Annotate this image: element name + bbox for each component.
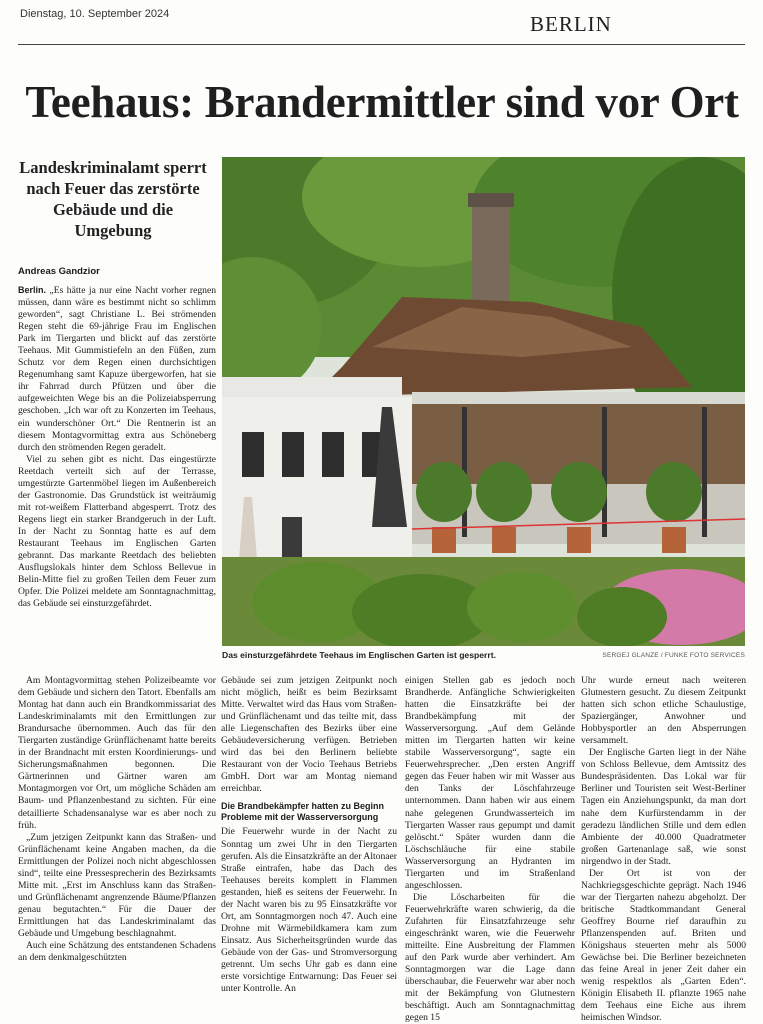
paragraph: einigen Stellen gab es jedoch noch Brandherde. Anfängliche Schwierigkeiten hatten die Einsatzkräfte bei der Brandbekämpfung mit der Wasserversorgung. „Auf dem Gelände mitten im Tiergarten hatten wir keine stabile Wasserversorgung“, sagte ein Feuerwehrsprecher. „Den ersten Angriff gegen das Feuer haben wir mit Wasser aus den Tanks der Löschfahrzeuge unternommen. Dann haben wir aus einem nahe gelegenen Grundwasserteich im Tiergarten Wasser raus gepumpt und damit gelöscht.“ Später wurden dann die Löschschläuche für eine stabile Wasserversorgung an Hydranten im Tiergarten und im Straßenland angeschlossen. — [405, 675, 575, 891]
paragraph: Viel zu sehen gibt es nicht. Das eingestürzte Reetdach verteilt sich auf der Terrasse, umgestürzte Gartenmöbel liegen im Außenbereich der Gastronomie. Das Grundstück ist weiträumig mit rot-weißem Flatterband abgesperrt. Trotz des Regens liegt ein starker Brandgeruch in der Luft. In der Nacht zu Sonntag hatte es auf dem Restaurant Teehaus im Englischen Garten gebrannt. Das markante Reetdach des beliebten Ausflugslokals hinter dem Schloss Bellevue in Belin-Mitte fiel zu großen Teilen dem Feuer zum Opfer. Die Polizei meldete am Sonntagnachmittag, das Gebäude sei einsturzgefährdet. — [18, 453, 216, 610]
paragraph: „Zum jetzigen Zeitpunkt kann das Straßen- und Grünflächenamt keine Angaben machen, da die Ermittlungen der Polizei noch nicht abgeschlossen sind“, teilte eine Pressesprecherin des Bezirksamts Mitte mit. „Erst im Anschluss kann das Straßen- und Grünflächenamt angrenzende Bäume/Pflanzen genau begutachten.“ Für die Dauer der Ermittlungen hat das Landeskriminalamt das Gebäude und Umgebung beschlagnahmt. — [18, 831, 216, 939]
article-author: Andreas Gandzior — [18, 266, 100, 277]
article-photo — [222, 157, 745, 646]
photo-caption: Das einsturzgefährdete Teehaus im Englischen Garten ist gesperrt. — [222, 650, 496, 660]
article-column-2 — [221, 675, 397, 995]
paragraph-text: „Es hätte ja nur eine Nacht vorher regnen müssen, dann wäre es bestimmt nicht so schlimm geworden“, sagt Christiane L. Bei strömenden Regen steht die 69-jährige Frau im Englischen Park im Tiergarten und blickt auf das zerstörte Teehaus. Mit Gummistiefeln an den Füßen, zum Schutz vor dem Regen einen durchsichtigen Regenumhang samt Kapuze übergeworfen, hat sie ihr Fahrrad durch Pfützen und über die aufgeweichten Wege bis an die Polizeiabsperrung geschoben. „Ich war oft zu Konzerten im Teehaus, ein wunderschöner Ort.“ Die Rentnerin ist an diesem Montagvormittag extra aus Schöneberg durch den strömenden Regen geradelt. — [18, 285, 216, 453]
paragraph: Der Ort ist von der Nachkriegsgeschichte geprägt. Nach 1946 war der Tiergarten nahezu abgeholzt. Der britische Stadtkommandant General Geoffrey Bourne rief daraufhin zu Pflanzenspenden auf. Briten und Königshaus steuerten mehr als 5000 Gewächse bei. Die Berliner bezeichneten das feine Areal in jener Zeit daher ein wenig respektlos als „Garten Eden“. Königin Elisabeth II. pflanzte 1965 nahe dem Teehaus eine Eiche aus ihrem heimischen Windsor. — [581, 867, 746, 1024]
section-subheading: Die Brandbekämpfer hatten zu Beginn Probleme mit der Wasserversorgung — [221, 801, 385, 823]
header-divider — [18, 44, 745, 45]
paragraph: Die Löscharbeiten für die Feuerwehrkräfte waren schwierig, da die Zufahrten für Einsatzfahrzeuge sehr eingeschränkt waren, wie die Feuerwehr mitteilte. Eine Ausbreitung der Flammen auf den Park wurde aber verhindert. Am Sonntagmorgen war die Lage dann überschaubar, die Feuerwehr war aber noch mit der Bekämpfung von Glutnestern beschäftigt. Auch am Sonntagnachmittag gegen 15 — [405, 891, 575, 1024]
article-column-1 — [18, 284, 216, 610]
paragraph: Die Feuerwehr wurde in der Nacht zu Sonntag um zwei Uhr in den Tiergarten gerufen. Als die Einsatzkräfte an der Altonaer Straße eintrafen, habe das Dach des Teehauses bereits komplett in Flammen gestanden, hieß es seitens der Feuerwehr. In der Nacht waren bis zu 95 Einsatzkräfte vor Ort, am Sonntagmorgen noch 47. Auch eine Drohne mit Wärmebildkamera kam zum Einsatz. Aus Sicherheitsgründen wurde das Gebäude von der Gas- und Stromversorgung getrennt. Um sechs Uhr gab es dann eine erste vorsichtige Entwarnung: Das Feuer sei unter Kontrolle. An — [221, 826, 397, 995]
photo-credit: SERGEJ GLANZE / FUNKE FOTO SERVICES — [602, 652, 745, 659]
paragraph: Auch eine Schätzung des entstandenen Schadens an dem denkmalgeschützten — [18, 940, 216, 964]
article-column-4 — [581, 675, 746, 1024]
paragraph: Gebäude sei zum jetzigen Zeitpunkt noch nicht möglich, heißt es beim Bezirksamt Mitte. Verwaltet wird das Haus vom Straßen- und Grünflächenamt und das teilte mit, dass alle Liegenschaften des Bezirks über eine Gebäudeversicherung verfügen. Betrieben wird das bei den Berlinern beliebte Restaurant von der Vocio Teehaus Betriebs GmbH. Dort war am Montag niemand erreichbar. — [221, 675, 397, 795]
burned-teahouse-illustration — [222, 157, 745, 646]
paragraph: Der Englische Garten liegt in der Nähe von Schloss Bellevue, dem Amtssitz des Bundespräsidenten. Das Lokal war für Berliner und Touristen seit West-Berliner Tagen ein Anziehungspunkt, da man dort nahe dem Kurfürstendamm in der geradezu ländlichen Stille und dem edlen Ambiente der 40.000 Quadratmeter großen Gartenanlage saß, wie sonst nirgendwo in der Stadt. — [581, 747, 746, 867]
article-subheadline: Landeskriminalamt sperrt nach Feuer das zerstörte Gebäude und die Umgebung — [19, 158, 207, 240]
issue-date: Dienstag, 10. September 2024 — [20, 8, 170, 20]
article-headline: Teehaus: Brandermittler sind vor Ort — [25, 77, 739, 127]
article-column-1-continued — [18, 675, 216, 964]
dateline: Berlin. — [18, 285, 47, 295]
paragraph — [18, 284, 216, 454]
paragraph: Uhr wurde erneut nach weiteren Glutnestern gesucht. Zu diesem Zeitpunkt hatten sich schon etliche Schaulustige, Spaziergänger, Anwohner und Hobbysportler an den Absperrungen versammelt. — [581, 675, 746, 747]
paragraph: Am Montagvormittag stehen Polizeibeamte vor dem Gebäude und sichern den Tatort. Ebenfalls am Montag hat dann auch ein Brandkommissariat des Landeskriminalamts mit den Ermittlungen zur Brandursache übernommen. Auch das für den Tiergarten zuständige Grünflächenamt hatte bereits in der Brandnacht mit ersten Koordinierungs- und Sicherungsmaßnahmen begonnen. Die Gärtnerinnen und Gärtner waren am Montagmorgen vor Ort, um mögliche Schäden am Baum- und Pflanzenbestand zu sichten. Für eine detaillierte Schadensanalyse war es aber noch zu früh. — [18, 675, 216, 831]
article-column-3 — [405, 675, 575, 1024]
section-title: BERLIN — [530, 12, 612, 36]
